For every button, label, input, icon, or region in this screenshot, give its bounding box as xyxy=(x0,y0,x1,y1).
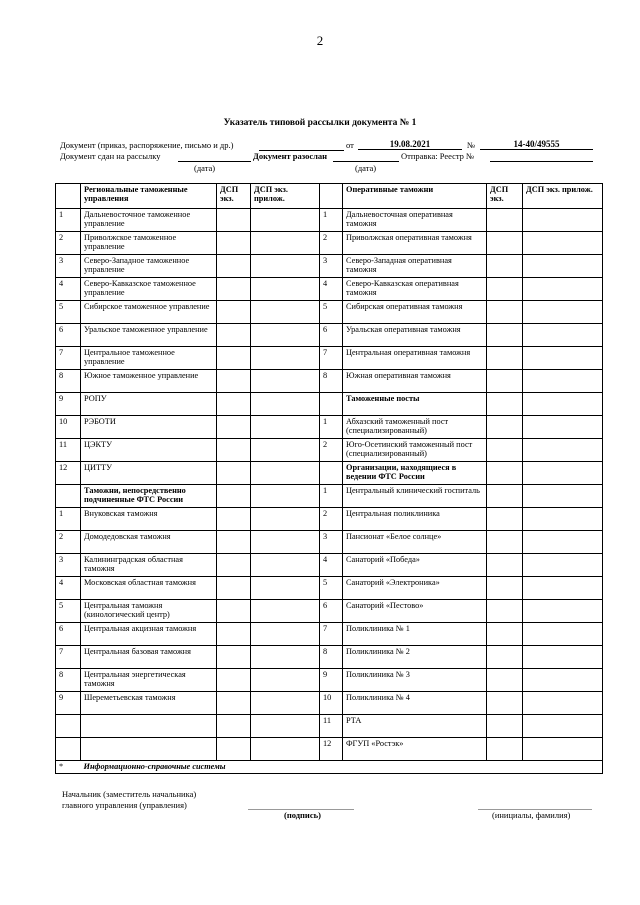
left-dsp-ekz-cell xyxy=(217,738,251,761)
left-name-cell: Приволжское таможенное управление xyxy=(81,232,217,255)
left-name-cell: Центральная таможня (кинологический центр) xyxy=(81,600,217,623)
left-dsp-pril-cell xyxy=(251,623,320,646)
right-num-cell: 8 xyxy=(320,646,343,669)
left-dsp-ekz-cell xyxy=(217,370,251,393)
table-row xyxy=(56,554,603,577)
right-dsp-ekz-cell xyxy=(487,301,523,324)
left-dsp-pril-cell xyxy=(251,232,320,255)
signature-caption: (подпись) xyxy=(284,810,321,820)
right-name-cell: Центральный клинический госпиталь xyxy=(343,485,487,508)
right-num-cell xyxy=(320,462,343,485)
right-name-cell: Приволжская оперативная таможня xyxy=(343,232,487,255)
right-num-cell: 4 xyxy=(320,278,343,301)
right-dsp-ekz-cell xyxy=(487,531,523,554)
table-row xyxy=(56,416,603,439)
left-dsp-ekz-cell xyxy=(217,255,251,278)
left-dsp-pril-cell xyxy=(251,439,320,462)
right-num-cell: 3 xyxy=(320,531,343,554)
left-dsp-pril-cell xyxy=(251,416,320,439)
left-dsp-pril-cell xyxy=(251,508,320,531)
left-num-cell: 7 xyxy=(56,347,81,370)
left-name-cell: ЦИТТУ xyxy=(81,462,217,485)
right-num-cell: 2 xyxy=(320,508,343,531)
right-num-cell: 7 xyxy=(320,623,343,646)
right-dsp-pril-cell xyxy=(523,278,603,301)
right-dsp-pril-cell xyxy=(523,692,603,715)
right-name-cell: Дальневосточная оперативная таможня xyxy=(343,209,487,232)
right-dsp-pril-cell xyxy=(523,738,603,761)
right-dsp-pril-cell xyxy=(523,646,603,669)
left-dsp-pril-cell xyxy=(251,646,320,669)
left-num-cell: 5 xyxy=(56,600,81,623)
submitted-date-field xyxy=(178,151,251,162)
left-name-cell: Московская областная таможня xyxy=(81,577,217,600)
right-dsp-ekz-cell xyxy=(487,646,523,669)
table-row xyxy=(56,485,603,508)
left-num-cell: 2 xyxy=(56,531,81,554)
right-num-cell: 1 xyxy=(320,485,343,508)
left-name-cell: Центральная энергетическая таможня xyxy=(81,669,217,692)
right-dsp-ekz-cell xyxy=(487,370,523,393)
left-dsp-ekz-cell xyxy=(217,692,251,715)
left-num-cell: 10 xyxy=(56,416,81,439)
left-num-cell: 3 xyxy=(56,255,81,278)
name-caption: (инициалы, фамилия) xyxy=(492,810,571,820)
right-num-cell: 8 xyxy=(320,370,343,393)
right-dsp-ekz-cell xyxy=(487,692,523,715)
distribution-table xyxy=(55,183,603,774)
right-name-cell: ФГУП «Ростэк» xyxy=(343,738,487,761)
right-num-cell: 6 xyxy=(320,324,343,347)
header-dsp-pril-right: ДСП экз. прилож. xyxy=(523,184,603,209)
left-num-cell xyxy=(56,485,81,508)
right-name-cell: Поликлиника № 1 xyxy=(343,623,487,646)
left-dsp-ekz-cell xyxy=(217,508,251,531)
left-dsp-ekz-cell xyxy=(217,416,251,439)
right-dsp-ekz-cell xyxy=(487,738,523,761)
left-num-cell: 9 xyxy=(56,692,81,715)
left-name-cell: Северо-Кавказское таможенное управление xyxy=(81,278,217,301)
left-name-cell: Домодедовская таможня xyxy=(81,531,217,554)
left-dsp-ekz-cell xyxy=(217,462,251,485)
left-dsp-ekz-cell xyxy=(217,600,251,623)
left-name-cell: Центральное таможенное управление xyxy=(81,347,217,370)
left-name-cell xyxy=(81,715,217,738)
left-dsp-pril-cell xyxy=(251,692,320,715)
header-dsp-pril-left: ДСП экз. прилож. xyxy=(251,184,320,209)
doc-number: 14-40/49555 xyxy=(480,139,593,150)
left-name-cell: Уральское таможенное управление xyxy=(81,324,217,347)
left-num-cell: 7 xyxy=(56,646,81,669)
right-dsp-pril-cell xyxy=(523,301,603,324)
right-num-cell: 5 xyxy=(320,301,343,324)
right-num-cell: 10 xyxy=(320,692,343,715)
left-dsp-ekz-cell xyxy=(217,715,251,738)
right-num-cell: 11 xyxy=(320,715,343,738)
left-dsp-ekz-cell xyxy=(217,301,251,324)
left-name-cell: Таможни, непосредственно подчиненные ФТС России xyxy=(81,485,217,508)
sent-date-field xyxy=(333,151,399,162)
left-dsp-pril-cell xyxy=(251,255,320,278)
right-num-cell: 2 xyxy=(320,439,343,462)
doc-type-label: Документ (приказ, распоряжение, письмо и др.) xyxy=(60,140,234,150)
left-num-cell: 8 xyxy=(56,370,81,393)
right-dsp-pril-cell xyxy=(523,531,603,554)
left-name-cell: Внуковская таможня xyxy=(81,508,217,531)
right-name-cell: Сибирская оперативная таможня xyxy=(343,301,487,324)
table-row xyxy=(56,393,603,416)
left-num-cell xyxy=(56,715,81,738)
left-num-cell: 1 xyxy=(56,209,81,232)
left-dsp-pril-cell xyxy=(251,554,320,577)
right-num-cell: 7 xyxy=(320,347,343,370)
left-name-cell: РЭБОТИ xyxy=(81,416,217,439)
left-dsp-pril-cell xyxy=(251,324,320,347)
left-name-cell xyxy=(81,738,217,761)
left-num-cell: 6 xyxy=(56,324,81,347)
right-name-cell: Юго-Осетинский таможенный пост (специализированный) xyxy=(343,439,487,462)
right-num-cell: 3 xyxy=(320,255,343,278)
right-dsp-ekz-cell xyxy=(487,600,523,623)
right-name-cell: Таможенные посты xyxy=(343,393,487,416)
doc-type-field xyxy=(259,140,344,151)
table-row xyxy=(56,692,603,715)
left-name-cell: Сибирское таможенное управление xyxy=(81,301,217,324)
right-dsp-pril-cell xyxy=(523,577,603,600)
right-dsp-ekz-cell xyxy=(487,416,523,439)
left-dsp-ekz-cell xyxy=(217,232,251,255)
right-dsp-ekz-cell xyxy=(487,508,523,531)
left-name-cell: Дальневосточное таможенное управление xyxy=(81,209,217,232)
left-dsp-ekz-cell xyxy=(217,669,251,692)
table-header-row xyxy=(56,184,603,209)
right-dsp-pril-cell xyxy=(523,669,603,692)
table-row-info-systems xyxy=(56,761,603,774)
left-dsp-pril-cell xyxy=(251,347,320,370)
signer-line-2: главного управления (управления) xyxy=(62,800,187,810)
left-name-cell: Калининградская областная таможня xyxy=(81,554,217,577)
left-name-cell: Центральная акцизная таможня xyxy=(81,623,217,646)
right-name-cell: Поликлиника № 4 xyxy=(343,692,487,715)
left-num-cell: 11 xyxy=(56,439,81,462)
right-dsp-pril-cell xyxy=(523,508,603,531)
table-row xyxy=(56,738,603,761)
table-row xyxy=(56,347,603,370)
right-dsp-ekz-cell xyxy=(487,554,523,577)
left-dsp-ekz-cell xyxy=(217,347,251,370)
right-dsp-pril-cell xyxy=(523,485,603,508)
left-dsp-ekz-cell xyxy=(217,439,251,462)
table-row xyxy=(56,232,603,255)
right-dsp-ekz-cell xyxy=(487,462,523,485)
left-num-cell: 4 xyxy=(56,577,81,600)
right-name-cell: Организации, находящиеся в ведении ФТС России xyxy=(343,462,487,485)
right-num-cell: 1 xyxy=(320,416,343,439)
right-dsp-pril-cell xyxy=(523,232,603,255)
left-name-cell: Северо-Западное таможенное управление xyxy=(81,255,217,278)
right-name-cell: Санаторий «Победа» xyxy=(343,554,487,577)
right-num-cell xyxy=(320,393,343,416)
right-num-cell: 6 xyxy=(320,600,343,623)
from-label: от xyxy=(346,140,354,150)
left-num-cell: 12 xyxy=(56,462,81,485)
date-caption-2: (дата) xyxy=(355,163,377,173)
right-dsp-pril-cell xyxy=(523,370,603,393)
right-dsp-pril-cell xyxy=(523,439,603,462)
left-name-cell: Шереметьевская таможня xyxy=(81,692,217,715)
doc-date: 19.08.2021 xyxy=(358,139,462,150)
right-name-cell: Северо-Кавказская оперативная таможня xyxy=(343,278,487,301)
sent-label: Документ разослан xyxy=(253,151,328,161)
left-dsp-pril-cell xyxy=(251,669,320,692)
header-operative: Оперативные таможни xyxy=(343,184,487,209)
date-caption-1: (дата) xyxy=(194,163,216,173)
table-row xyxy=(56,577,603,600)
right-name-cell: Поликлиника № 2 xyxy=(343,646,487,669)
right-dsp-pril-cell xyxy=(523,554,603,577)
left-dsp-pril-cell xyxy=(251,209,320,232)
right-num-cell: 1 xyxy=(320,209,343,232)
submitted-label: Документ сдан на рассылку xyxy=(60,151,161,161)
table-row xyxy=(56,715,603,738)
table-row xyxy=(56,531,603,554)
table-row xyxy=(56,600,603,623)
table-row xyxy=(56,255,603,278)
right-dsp-pril-cell xyxy=(523,393,603,416)
document-title: Указатель типовой рассылки документа № 1 xyxy=(223,118,417,128)
right-num-cell: 2 xyxy=(320,232,343,255)
right-dsp-ekz-cell xyxy=(487,485,523,508)
table-row xyxy=(56,623,603,646)
right-num-cell: 12 xyxy=(320,738,343,761)
right-name-cell: Пансионат «Белое солнце» xyxy=(343,531,487,554)
right-num-cell: 5 xyxy=(320,577,343,600)
left-dsp-pril-cell xyxy=(251,485,320,508)
right-name-cell: РТА xyxy=(343,715,487,738)
left-dsp-ekz-cell xyxy=(217,623,251,646)
right-dsp-pril-cell xyxy=(523,347,603,370)
header-dsp-ekz-right: ДСП экз. xyxy=(487,184,523,209)
right-dsp-ekz-cell xyxy=(487,439,523,462)
left-dsp-ekz-cell xyxy=(217,646,251,669)
left-dsp-ekz-cell xyxy=(217,577,251,600)
right-name-cell: Центральная поликлиника xyxy=(343,508,487,531)
left-num-cell: 4 xyxy=(56,278,81,301)
left-num-cell: 3 xyxy=(56,554,81,577)
right-name-cell: Южная оперативная таможня xyxy=(343,370,487,393)
right-dsp-pril-cell xyxy=(523,623,603,646)
table-row xyxy=(56,508,603,531)
right-dsp-pril-cell xyxy=(523,324,603,347)
table-row xyxy=(56,646,603,669)
right-dsp-ekz-cell xyxy=(487,278,523,301)
table-row xyxy=(56,370,603,393)
right-num-cell: 4 xyxy=(320,554,343,577)
left-dsp-pril-cell xyxy=(251,531,320,554)
table-row xyxy=(56,301,603,324)
right-dsp-ekz-cell xyxy=(487,209,523,232)
left-dsp-ekz-cell xyxy=(217,278,251,301)
right-name-cell: Абхазский таможенный пост (специализированный) xyxy=(343,416,487,439)
right-dsp-ekz-cell xyxy=(487,255,523,278)
left-dsp-ekz-cell xyxy=(217,554,251,577)
left-name-cell: РОПУ xyxy=(81,393,217,416)
left-num-cell: 9 xyxy=(56,393,81,416)
left-dsp-pril-cell xyxy=(251,738,320,761)
number-label: № xyxy=(467,140,476,150)
table-row xyxy=(56,209,603,232)
left-name-cell: Южное таможенное управление xyxy=(81,370,217,393)
left-dsp-pril-cell xyxy=(251,600,320,623)
right-name-cell: Поликлиника № 3 xyxy=(343,669,487,692)
table-row xyxy=(56,324,603,347)
left-dsp-ekz-cell xyxy=(217,324,251,347)
right-dsp-pril-cell xyxy=(523,209,603,232)
right-dsp-pril-cell xyxy=(523,416,603,439)
header-num-left xyxy=(56,184,81,209)
left-num-cell: 6 xyxy=(56,623,81,646)
left-dsp-pril-cell xyxy=(251,370,320,393)
table-row xyxy=(56,669,603,692)
signer-line-1: Начальник (заместитель начальника) xyxy=(62,789,197,799)
left-num-cell: 1 xyxy=(56,508,81,531)
right-name-cell: Центральная оперативная таможня xyxy=(343,347,487,370)
header-regional: Региональные таможенные управления xyxy=(81,184,217,209)
right-dsp-ekz-cell xyxy=(487,577,523,600)
left-dsp-ekz-cell xyxy=(217,393,251,416)
right-dsp-ekz-cell xyxy=(487,623,523,646)
right-name-cell: Уральская оперативная таможня xyxy=(343,324,487,347)
table-row xyxy=(56,439,603,462)
left-dsp-pril-cell xyxy=(251,393,320,416)
dispatch-label: Отправка: Реестр № xyxy=(401,151,475,161)
right-dsp-ekz-cell xyxy=(487,393,523,416)
left-name-cell: Центральная базовая таможня xyxy=(81,646,217,669)
left-name-cell: ЦЭКТУ xyxy=(81,439,217,462)
info-mark-cell: * xyxy=(56,761,81,774)
left-num-cell: 8 xyxy=(56,669,81,692)
right-dsp-ekz-cell xyxy=(487,715,523,738)
right-dsp-pril-cell xyxy=(523,462,603,485)
right-dsp-ekz-cell xyxy=(487,669,523,692)
right-dsp-pril-cell xyxy=(523,715,603,738)
left-dsp-pril-cell xyxy=(251,577,320,600)
right-name-cell: Санаторий «Электроника» xyxy=(343,577,487,600)
header-num-right xyxy=(320,184,343,209)
right-dsp-ekz-cell xyxy=(487,347,523,370)
left-num-cell xyxy=(56,738,81,761)
right-dsp-ekz-cell xyxy=(487,232,523,255)
table-row xyxy=(56,278,603,301)
registry-field xyxy=(490,151,593,162)
right-name-cell: Северо-Западная оперативная таможня xyxy=(343,255,487,278)
info-systems-label: Информационно-справочные системы xyxy=(81,761,603,774)
left-dsp-ekz-cell xyxy=(217,209,251,232)
table-row xyxy=(56,462,603,485)
left-dsp-ekz-cell xyxy=(217,485,251,508)
right-dsp-ekz-cell xyxy=(487,324,523,347)
left-dsp-pril-cell xyxy=(251,301,320,324)
right-num-cell: 9 xyxy=(320,669,343,692)
left-dsp-pril-cell xyxy=(251,462,320,485)
right-name-cell: Санаторий «Пестово» xyxy=(343,600,487,623)
left-dsp-ekz-cell xyxy=(217,531,251,554)
page-number: 2 xyxy=(316,33,324,48)
right-dsp-pril-cell xyxy=(523,255,603,278)
left-num-cell: 2 xyxy=(56,232,81,255)
left-dsp-pril-cell xyxy=(251,278,320,301)
left-dsp-pril-cell xyxy=(251,715,320,738)
header-dsp-ekz-left: ДСП экз. xyxy=(217,184,251,209)
left-num-cell: 5 xyxy=(56,301,81,324)
right-dsp-pril-cell xyxy=(523,600,603,623)
